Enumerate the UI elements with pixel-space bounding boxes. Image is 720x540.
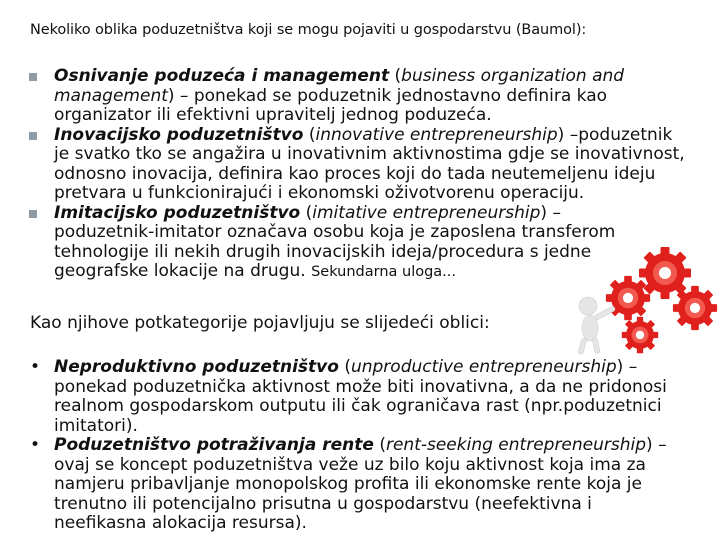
item-text: ( bbox=[300, 202, 313, 223]
square-bullet-icon bbox=[29, 73, 37, 81]
dot-bullet-icon: • bbox=[30, 357, 41, 377]
item-text: ) –poduzetnik je svatko tko se angažira u inovativnim aktivnostima gdje se inovativnost, odnosno inovacija, definira kao proces koji do tada neutemeljenu ideju pretvara u funkcionirajući i ekonomski oživotvorenu operaciju. bbox=[54, 124, 685, 203]
item-term: Inovacijsko poduzetništvo bbox=[54, 124, 304, 145]
item-text: ( bbox=[303, 124, 316, 145]
item-term: Poduzetništvo potraživanja rente bbox=[54, 435, 374, 455]
subcategories-list bbox=[28, 358, 688, 534]
item-text: ) – ponekad poduzetnička aktivnost može biti inovativna, a da ne pridonosi realnom gospodarskom outputu ili čak ograničava rast (npr.poduzetnici imitatori). bbox=[54, 357, 667, 436]
square-bullet-icon bbox=[29, 210, 37, 218]
dot-bullet-icon: • bbox=[30, 435, 41, 455]
square-bullet-icon bbox=[29, 132, 37, 140]
gears-illustration bbox=[560, 240, 720, 360]
item-term: Neproduktivno poduzetništvo bbox=[54, 357, 339, 377]
gear-icon bbox=[673, 286, 717, 330]
list-item bbox=[28, 126, 688, 204]
item-text: ) – poduzetnik-imitator označava osobu koja je zaposlena transferom tehnologije ili nekih drugih inovacijskih ideja/procedura s jedne geografske lokacije na drugu. bbox=[54, 202, 616, 281]
slide-heading: Nekoliko oblika poduzetništva koji se mogu pojaviti u gospodarstvu (Baumol): bbox=[30, 22, 587, 38]
item-text: ) – ponekad se poduzetnik jednostavno definira kao organizator ili efektivni upravitelj jednog poduzeća. bbox=[54, 85, 608, 125]
list-item bbox=[28, 436, 688, 534]
item-term: Imitacijsko poduzetništvo bbox=[54, 202, 301, 223]
item-text: ( bbox=[389, 66, 402, 86]
item-english-term: imitative entrepreneurship bbox=[312, 202, 541, 223]
subheading: Kao njihove potkategorije pojavljuju se slijedeći oblici: bbox=[30, 313, 490, 333]
item-term: Osnivanje poduzeća i management bbox=[54, 66, 390, 86]
item-english-term: rent-seeking entrepreneurship bbox=[385, 435, 647, 455]
item-note: Sekundarna uloga... bbox=[311, 264, 457, 280]
item-text: ( bbox=[338, 357, 351, 377]
item-text: ) – ovaj se koncept poduzetništva veže uz bilo koju aktivnost koja ima za namjeru pribavljanje monopolskog profita ili ekonomske rente koja je trenutno ili potencijalno prisutna u gospodarstvu (neefektivna i neefikasna alokacija resursa). bbox=[54, 435, 667, 533]
item-english-term: innovative entrepreneurship bbox=[315, 124, 558, 145]
gear-icon bbox=[622, 317, 658, 353]
figure-icon bbox=[578, 297, 616, 355]
list-item bbox=[28, 358, 688, 436]
gear-icon bbox=[606, 276, 650, 320]
item-english-term: unproductive entrepreneurship bbox=[350, 357, 617, 377]
item-english-term: business organization and management bbox=[54, 66, 625, 106]
list-item bbox=[28, 67, 688, 126]
item-text: ( bbox=[373, 435, 386, 455]
